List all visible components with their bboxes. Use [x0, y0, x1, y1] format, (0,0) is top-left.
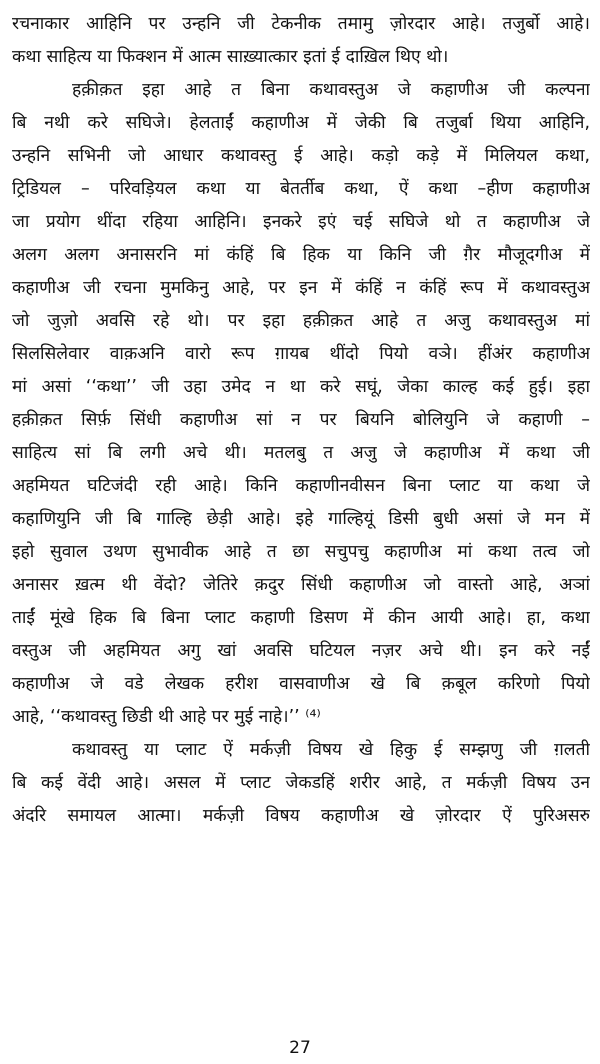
text-line: अंदरि समायल आत्मा। मर्कज़ी विषय कहाणीअ खे ज़ोरदार ऐं पुरिअसरु: [12, 806, 590, 826]
paragraph-start-line: हक़ीक़त इहा आहे त बिना कथावस्तुअ जे कहाणीअ जी कल्पना: [72, 80, 590, 100]
text-line: इहो सुवाल उथण सुभावीक आहे त छा सचुपचु कहाणीअ मां कथा तत्व जो: [12, 542, 590, 562]
text-line: रचनाकार आहिनि पर उन्हनि जी टेकनीक तमामु ज़ोरदार आहे। तजुर्बो आहे।: [12, 14, 590, 34]
text-line: आहे, ‘‘कथावस्तु छिडी थी आहे पर मुई नाहे।’’ ⁽⁴⁾: [12, 707, 321, 727]
text-line: उन्हनि सभिनी जो आधार कथावस्तु ई आहे। कड़ो कड़े में मिलियल कथा,: [12, 146, 590, 166]
text-line: ट्रिडियल – परिवड़ियल कथा या बेतर्तीब कथा, ऐं कथा –हीण कहाणीअ: [12, 179, 590, 199]
text-line: बि कई वेंदी आहे। असल में प्लाट जेकडहिं शरीर आहे, त मर्कज़ी विषय उन: [12, 773, 590, 793]
text-line: सिलसिलेवार वाक़अनि वारो रूप ग़ायब थींदो पियो वञे। हींअंर कहाणीअ: [12, 344, 590, 364]
text-line: अनासर ख़त्म थी वेंदो? जेतिरे क़दुर सिंधी कहाणीअ जो वास्तो आहे, अञां: [12, 575, 590, 595]
text-line: ताईं मूंखे हिक बि बिना प्लाट कहाणी डिसण में कीन आयी आहे। हा, कथा: [12, 608, 590, 628]
text-line: कहाणीअ जी रचना मुमकिनु आहे, पर इन में कंहिं न कंहिं रूप में कथावस्तुअ: [12, 278, 590, 298]
page-number: 27: [289, 1038, 311, 1058]
text-line: अलग अलग अनासरनि मां कंहिं बि हिक या किनि जी ग़ैर मौजूदगीअ में: [12, 245, 590, 265]
text-line: कथा साहित्य या फिक्शन में आत्म साख़्यात्कार इतां ई दाख़िल थिए थो।: [12, 47, 449, 67]
text-line: बि नथी करे सघिजे। हेलताईं कहाणीअ में जेकी बि तजुर्बा थिया आहिनि,: [12, 113, 590, 133]
text-line: अहमियत घटिजंदी रही आहे। किनि कहाणीनवीसन बिना प्लाट या कथा जे: [12, 476, 590, 496]
text-line: जा प्रयोग थींदा रहिया आहिनि। इनकरे इएं चई सघिजे थो त कहाणीअ जे: [12, 212, 590, 232]
paragraph-start-line: कथावस्तु या प्लाट ऐं मर्कज़ी विषय खे हिकु ई सम्झणु जी ग़लती: [72, 740, 590, 760]
body-text: [12, 8, 590, 833]
text-line: जो जुज़ो अवसि रहे थो। पर इहा हक़ीक़त आहे त अजु कथावस्तुअ मां: [12, 311, 590, 331]
text-line: साहित्य सां बि लगी अचे थी। मतलबु त अजु जे कहाणीअ में कथा जी: [12, 443, 590, 463]
text-line: कहाणियुनि जी बि गाल्हि छेड़ी आहे। इहे गाल्हियूं डिसी बुधी असां जे मन में: [12, 509, 590, 529]
text-line: मां असां ‘‘कथा’’ जी उहा उमेद न था करे सघूं, जेका काल्ह कई हुई। इहा: [12, 377, 590, 397]
text-line: कहाणीअ जे वडे लेखक हरीश वासवाणीअ खे बि क़बूल करिणो पियो: [12, 674, 590, 694]
text-line: वस्तुअ जी अहमियत अगु खां अवसि घटियल नज़र अचे थी। इन करे नईं: [12, 641, 590, 661]
text-line: हक़ीक़त सिर्फ़ सिंधी कहाणीअ सां न पर बियनि बोलियुनि जे कहाणी –: [12, 410, 590, 430]
